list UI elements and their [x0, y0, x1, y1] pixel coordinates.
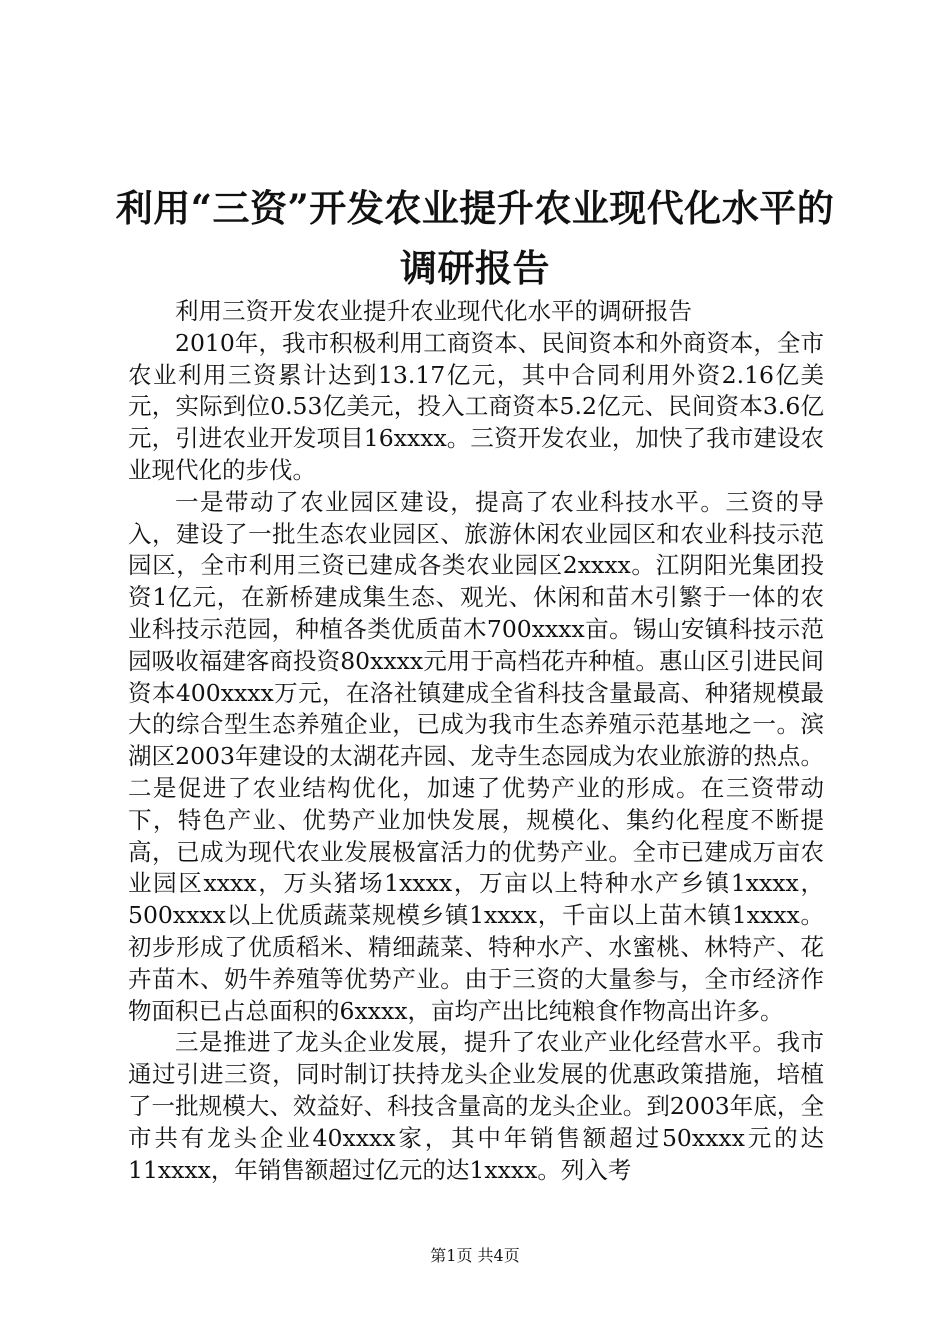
page-number-footer: 第1页 共4页: [430, 1246, 520, 1265]
document-title-line-2: 调研报告: [400, 246, 550, 290]
paragraph: 三是推进了龙头企业发展，提升了农业产业化经营水平。我市通过引进三资，同时制订扶持龙头企业发展的优惠政策措施，培植了一批规模大、效益好、科技含量高的龙头企业。到2003年底，全市共有龙头企业40xxxx家，其中年销售额超过50xxxx元的达11xxxx，年销售额超过亿元的达1xxxx。列入考: [128, 1028, 824, 1184]
document-body: [128, 296, 824, 1186]
paragraph: 一是带动了农业园区建设，提高了农业科技水平。三资的导入，建设了一批生态农业园区、旅游休闲农业园区和农业科技示范园区，全市利用三资已建成各类农业园区2xxxx。江阴阳光集团投资1亿元，在新桥建成集生态、观光、休闲和苗木引繁于一体的农业科技示范园，种植各类优质苗木700xxxx亩。锡山安镇科技示范园吸收福建客商投资80xxxx元用于高档花卉种植。惠山区引进民间资本400xxxx万元，在洛社镇建成全省科技含量最高、种猪规模最大的综合型生态养殖企业，已成为我市生态养殖示范基地之一。滨湖区2003年建设的太湖花卉园、龙寺生态园成为农业旅游的热点。二是促进了农业结构优化，加速了优势产业的形成。在三资带动下，特色产业、优势产业加快发展，规模化、集约化程度不断提高，已成为现代农业发展极富活力的优势产业。全市已建成万亩农业园区xxxx，万头猪场1xxxx，万亩以上特种水产乡镇1xxxx，500xxxx以上优质蔬菜规模乡镇1xxxx，千亩以上苗木镇1xxxx。初步形成了优质稻米、精细蔬菜、特种水产、水蜜桃、林特产、花卉苗木、奶牛养殖等优势产业。由于三资的大量参与，全市经济作物面积已占总面积的6xxxx，亩均产出比纯粮食作物高出许多。: [128, 487, 824, 1025]
document-title-line-1: 利用“三资”开发农业提升农业现代化水平的: [115, 186, 835, 230]
paragraph-subtitle: 利用三资开发农业提升农业现代化水平的调研报告: [175, 297, 692, 325]
paragraph: 2010年，我市积极利用工商资本、民间资本和外商资本，全市农业利用三资累计达到13.17亿元，其中合同利用外资2.16亿美元，实际到位0.53亿美元，投入工商资本5.2亿元、民间资本3.6亿元，引进农业开发项目16xxxx。三资开发农业，加快了我市建设农业现代化的步伐。: [128, 328, 824, 484]
